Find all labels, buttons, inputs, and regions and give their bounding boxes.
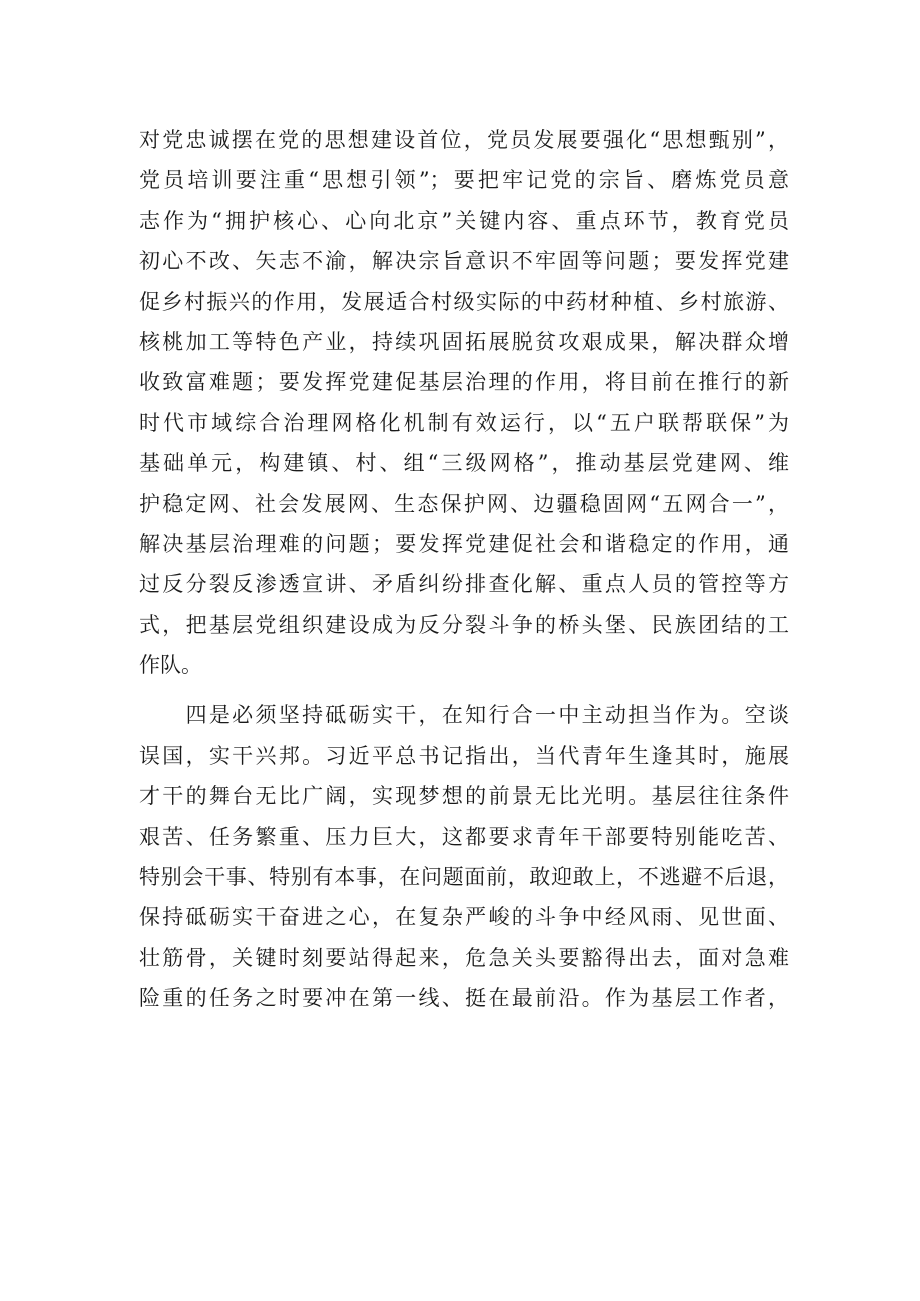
paragraph-2 [139, 695, 789, 1018]
text-line: 壮筋骨，关键时刻要站得起来，危急关头要豁得出去，面对急难 [139, 945, 789, 970]
text-line: 初心不改、矢志不渝，解决宗旨意识不牢固等问题；要发挥党建 [139, 249, 789, 274]
text-line: 才干的舞台无比广阔，实现梦想的前景无比光明。基层往往条件 [139, 784, 789, 809]
text-line: 艰苦、任务繁重、压力巨大，这都要求青年干部要特别能吃苦、 [139, 824, 789, 849]
text-line: 对党忠诚摆在党的思想建设首位，党员发展要强化“思想甄别”， [139, 128, 789, 152]
text-line: 促乡村振兴的作用，发展适合村级实际的中药材种植、乡村旅游、 [139, 289, 789, 314]
text-line: 四是必须坚持砥砺实干，在知行合一中主动担当作为。空谈 [139, 703, 789, 728]
document-body [139, 120, 789, 1019]
text-line: 核桃加工等特色产业，持续巩固拓展脱贫攻艰成果，解决群众增 [139, 329, 789, 354]
text-line: 特别会干事、特别有本事，在问题面前，敢迎敢上，不逃避不后退， [139, 865, 789, 890]
text-line: 志作为“拥护核心、心向北京”关键内容、重点环节，教育党员 [139, 208, 789, 233]
text-line: 护稳定网、社会发展网、生态保护网、边疆稳固网“五网合一”， [139, 491, 789, 516]
text-line: 误国，实干兴邦。习近平总书记指出，当代青年生逢其时，施展 [139, 743, 789, 768]
text-line: 时代市域综合治理网格化机制有效运行，以“五户联帮联保”为 [139, 410, 789, 435]
text-line: 基础单元，构建镇、村、组“三级网格”，推动基层党建网、维 [139, 451, 789, 476]
text-line: 解决基层治理难的问题；要发挥党建促社会和谐稳定的作用，通 [139, 531, 789, 556]
text-line: 党员培训要注重“思想引领”；要把牢记党的宗旨、磨炼党员意 [139, 168, 789, 193]
text-line: 险重的任务之时要冲在第一线、挺在最前沿。作为基层工作者， [139, 986, 789, 1011]
text-line: 收致富难题；要发挥党建促基层治理的作用，将目前在推行的新 [139, 370, 789, 395]
paragraph-1 [139, 120, 789, 685]
paragraph-gap [139, 685, 789, 695]
text-line: 作队。 [139, 653, 202, 678]
text-line: 保持砥砺实干奋进之心，在复杂严峻的斗争中经风雨、见世面、 [139, 905, 789, 930]
text-line: 过反分裂反渗透宣讲、矛盾纠纷排查化解、重点人员的管控等方 [139, 572, 789, 597]
text-line: 式，把基层党组织建设成为反分裂斗争的桥头堡、民族团结的工 [139, 612, 789, 637]
